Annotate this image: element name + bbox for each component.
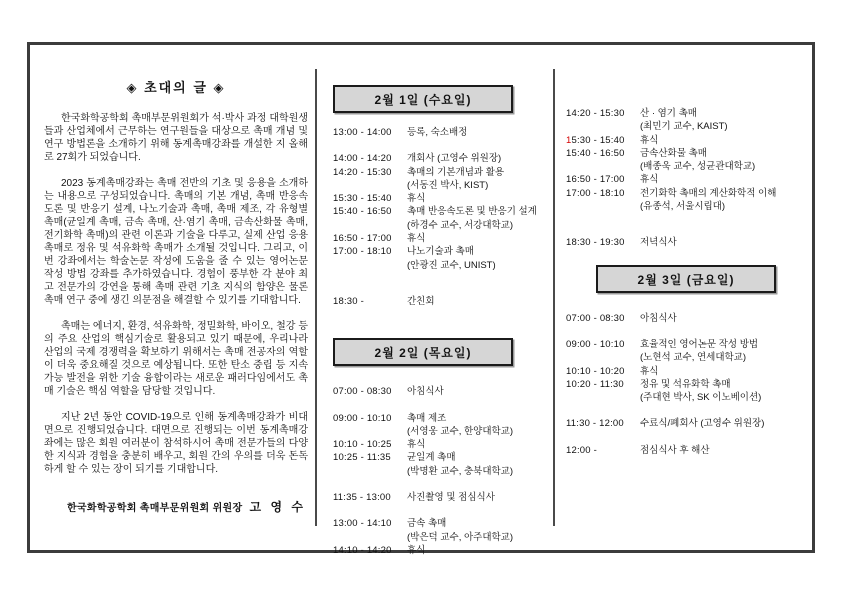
session-body (640, 444, 818, 457)
session-row (566, 236, 818, 249)
session-time: 14:00 - 14:20 (333, 153, 392, 165)
session-time: 10:10 - 10:25 (333, 439, 392, 451)
session-body (407, 192, 551, 205)
page-frame (27, 42, 815, 556)
session-time: 18:30 - (333, 295, 364, 307)
session-title: 아침식사 (407, 386, 444, 398)
session-row (566, 134, 818, 147)
session-speaker: (하경수 교수, 서강대학교) (407, 219, 514, 231)
session-row (333, 152, 551, 165)
invitation-title: ◈ 초대의 글 ◈ (126, 80, 226, 95)
session-title: 촉매 반응속도론 및 반응기 설계 (407, 206, 537, 218)
invitation-paragraph: 한국화학공학회 촉매부문위원회가 석·박사 과정 대학원생들과 산업체에서 근무하는 연구원들을 대상으로 촉매 개념 및 연구 방법론을 소개하기 위해 동계촉매강좌를 개설한 지 올해로 27회가 되었습니다. (44, 113, 308, 163)
session-body (407, 438, 551, 451)
session-body (407, 245, 551, 272)
session-row (333, 295, 551, 308)
session-speaker: (주대현 박사, SK 이노베이션) (640, 392, 762, 404)
column-divider-right (553, 69, 555, 526)
session-row (566, 417, 818, 430)
day2-sessions-part1 (333, 385, 551, 557)
session-speaker: (서동진 박사, KIST) (407, 179, 489, 191)
session-row (566, 365, 818, 378)
day3-sessions (566, 312, 818, 457)
session-title: 휴식 (407, 233, 426, 245)
session-body (640, 338, 818, 365)
session-title: 금속 촉매 (407, 518, 447, 530)
session-row (333, 438, 551, 451)
session-title: 촉매 제조 (407, 412, 447, 424)
session-row (333, 517, 551, 544)
invitation-section (44, 77, 308, 515)
session-body (407, 205, 551, 232)
invitation-body (44, 112, 308, 476)
session-time: 15:40 - 16:50 (333, 206, 392, 218)
session-row (333, 245, 551, 272)
session-row (566, 338, 818, 365)
session-body (407, 385, 551, 398)
session-speaker: (박명환 교수, 충북대학교) (407, 465, 514, 477)
session-body (407, 517, 551, 544)
session-time: 16:50 - 17:00 (566, 174, 625, 186)
session-row (333, 192, 551, 205)
day2-header: 2월 2일 (목요일) (333, 338, 513, 366)
session-speaker: (박은덕 교수, 아주대학교) (407, 531, 514, 543)
day1-header: 2월 1일 (수요일) (333, 85, 513, 113)
session-title: 간친회 (407, 295, 435, 307)
signature-name: 고 영 수 (249, 500, 306, 514)
invitation-paragraph: 지난 2년 동안 COVID-19으로 인해 동계촉매강좌가 비대면으로 진행되었습니다. 대면으로 진행되는 이번 동계촉매강좌에는 많은 회원 여러분이 참석하시어 촉매 전문가들의 다양한 지식과 경험을 충분히 배우고, 회원 간의 우의를 더욱 돈독하게 할 수 있는 장이 되기를 기대합니다. (44, 412, 308, 475)
session-row (333, 491, 551, 504)
session-body (640, 187, 818, 214)
session-speaker: (서영웅 교수, 한양대학교) (407, 425, 514, 437)
session-time: 12:00 - (566, 444, 597, 456)
day3-header: 2월 3일 (금요일) (596, 265, 776, 293)
session-body (640, 134, 818, 147)
session-row (566, 173, 818, 186)
session-speaker: (노현석 교수, 연세대학교) (640, 352, 747, 364)
session-time: 14:10 - 14:20 (333, 544, 392, 556)
session-title: 사진촬영 및 점심식사 (407, 492, 495, 504)
session-row (333, 166, 551, 193)
session-speaker: (배종욱 교수, 성균관대학교) (640, 161, 756, 173)
session-body (640, 236, 818, 249)
session-speaker: (최민기 교수, KAIST) (640, 121, 728, 133)
day2-sessions-part2 (566, 107, 818, 250)
session-time: 11:30 - 12:00 (566, 418, 624, 430)
session-speaker: (안광진 교수, UNIST) (407, 259, 496, 271)
session-time: 09:00 - 10:10 (566, 338, 625, 350)
session-title: 등록, 숙소배정 (407, 127, 468, 138)
session-row (566, 187, 818, 214)
session-title: 산 · 염기 촉매 (640, 108, 697, 119)
session-row (566, 312, 818, 325)
session-title: 휴식 (407, 544, 426, 556)
session-title: 휴식 (640, 134, 659, 146)
session-body (407, 166, 551, 193)
schedule-column-middle (333, 85, 551, 557)
session-title: 휴식 (640, 365, 659, 377)
session-time: 10:20 - 11:30 (566, 378, 624, 390)
session-title: 금속산화물 촉매 (640, 147, 707, 159)
session-body (640, 107, 818, 134)
session-row (566, 107, 818, 134)
session-row (333, 385, 551, 398)
session-row (333, 232, 551, 245)
invitation-paragraph: 2023 동계촉매강좌는 촉매 전반의 기초 및 응용을 소개하는 내용으로 구성되었습니다. 촉매의 기본 개념, 촉매 반응속도론 및 반응기 설계, 나노기술과 촉매, 촉매 제조, 각 유형별 촉매(균일계 촉매, 금속 촉매, 산·염기 촉매, 금속산화물 촉매, 전기화학 촉매)의 관련 이론과 기술을 다루고, 실제 산업 응용 촉매로 정유 및 석유화학 촉매가 소개될 것입니다. 그리고, 이번 강좌에서는 학술논문 작성에 도움을 줄 수 있는 영어논문 작성 방법 강좌를 추가하였습니다. 경험이 풍부한 각 분야 최고 전문가의 강연을 통해 촉매 관련 기초 지식의 함양은 물론 촉매 연구 중에 생긴 의문점을 해결할 수 있기를 기대합니다. (44, 178, 308, 306)
session-time: 13:00 - 14:10 (333, 518, 392, 530)
session-row (333, 412, 551, 439)
session-time: 15:30 - 15:40 (566, 134, 625, 146)
session-time: 07:00 - 08:30 (333, 386, 392, 398)
session-title: 휴식 (407, 439, 426, 451)
session-title: 수료식/폐회사 (고영수 위원장) (640, 418, 765, 430)
invitation-paragraph: 촉매는 에너지, 환경, 석유화학, 정밀화학, 바이오, 철강 등의 주요 산업의 핵심기술로 활용되고 있기 때문에, 우리나라 산업의 국제 경쟁력을 확보하기 위해서는 촉매 전공자의 역할이 더욱 중요해질 것으로 예상됩니다. 또한 탄소 중립 등 지속 가능 발전을 위한 기술 융합이라는 새로운 패러다임에서도 촉매 기술은 핵심 역할을 담당할 것입니다. (44, 321, 308, 397)
session-title: 개회사 (고영수 위원장) (407, 153, 502, 165)
session-body (640, 173, 818, 186)
session-body (407, 295, 551, 308)
signature-org-role: 한국화학공학회 촉매부문위원회 위원장 (66, 503, 243, 514)
session-title: 나노기술과 촉매 (407, 246, 474, 258)
session-title: 점심식사 후 해산 (640, 444, 710, 456)
session-title: 아침식사 (640, 312, 677, 324)
session-body (640, 378, 818, 405)
session-body (640, 312, 818, 325)
session-body (407, 126, 551, 139)
session-time: 07:00 - 08:30 (566, 312, 625, 324)
session-title: 휴식 (640, 174, 659, 186)
session-row (566, 444, 818, 457)
session-time: 11:35 - 13:00 (333, 492, 391, 504)
session-time: 14:20 - 15:30 (566, 108, 625, 119)
highlighted-time-digit: 1 (566, 134, 572, 146)
session-title: 촉매의 기본개념과 활용 (407, 166, 505, 178)
session-time: 15:40 - 16:50 (566, 147, 625, 159)
session-row (333, 205, 551, 232)
session-body (640, 147, 818, 174)
session-time: 18:30 - 19:30 (566, 237, 625, 249)
session-body (407, 412, 551, 439)
session-body (407, 451, 551, 478)
session-title: 저녁식사 (640, 237, 677, 249)
session-row (333, 126, 551, 139)
column-divider-left (315, 69, 317, 526)
day1-sessions (333, 126, 551, 308)
session-row (333, 451, 551, 478)
session-time: 10:25 - 11:35 (333, 452, 391, 464)
session-title: 휴식 (407, 193, 426, 205)
session-row (333, 544, 551, 557)
session-time: 13:00 - 14:00 (333, 127, 392, 138)
session-speaker: (유종석, 서울시립대) (640, 201, 726, 213)
session-time: 09:00 - 10:10 (333, 412, 392, 424)
session-body (640, 365, 818, 378)
session-time: 14:20 - 15:30 (333, 166, 392, 178)
schedule-column-right (566, 107, 818, 457)
session-body (407, 152, 551, 165)
session-time: 10:10 - 10:20 (566, 365, 625, 377)
session-time: 17:00 - 18:10 (566, 187, 625, 199)
session-row (566, 147, 818, 174)
session-body (640, 417, 818, 430)
invitation-signature (44, 498, 308, 515)
session-time: 17:00 - 18:10 (333, 246, 392, 258)
session-title: 전기화학 촉매의 계산화학적 이해 (640, 187, 777, 199)
session-title: 균일계 촉매 (407, 452, 456, 464)
session-time: 15:30 - 15:40 (333, 193, 392, 205)
session-body (407, 232, 551, 245)
session-body (407, 491, 551, 504)
session-row (566, 378, 818, 405)
session-title: 효율적인 영어논문 작성 방법 (640, 338, 759, 350)
session-time: 16:50 - 17:00 (333, 233, 392, 245)
session-body (407, 544, 551, 557)
session-title: 정유 및 석유화학 촉매 (640, 378, 731, 390)
